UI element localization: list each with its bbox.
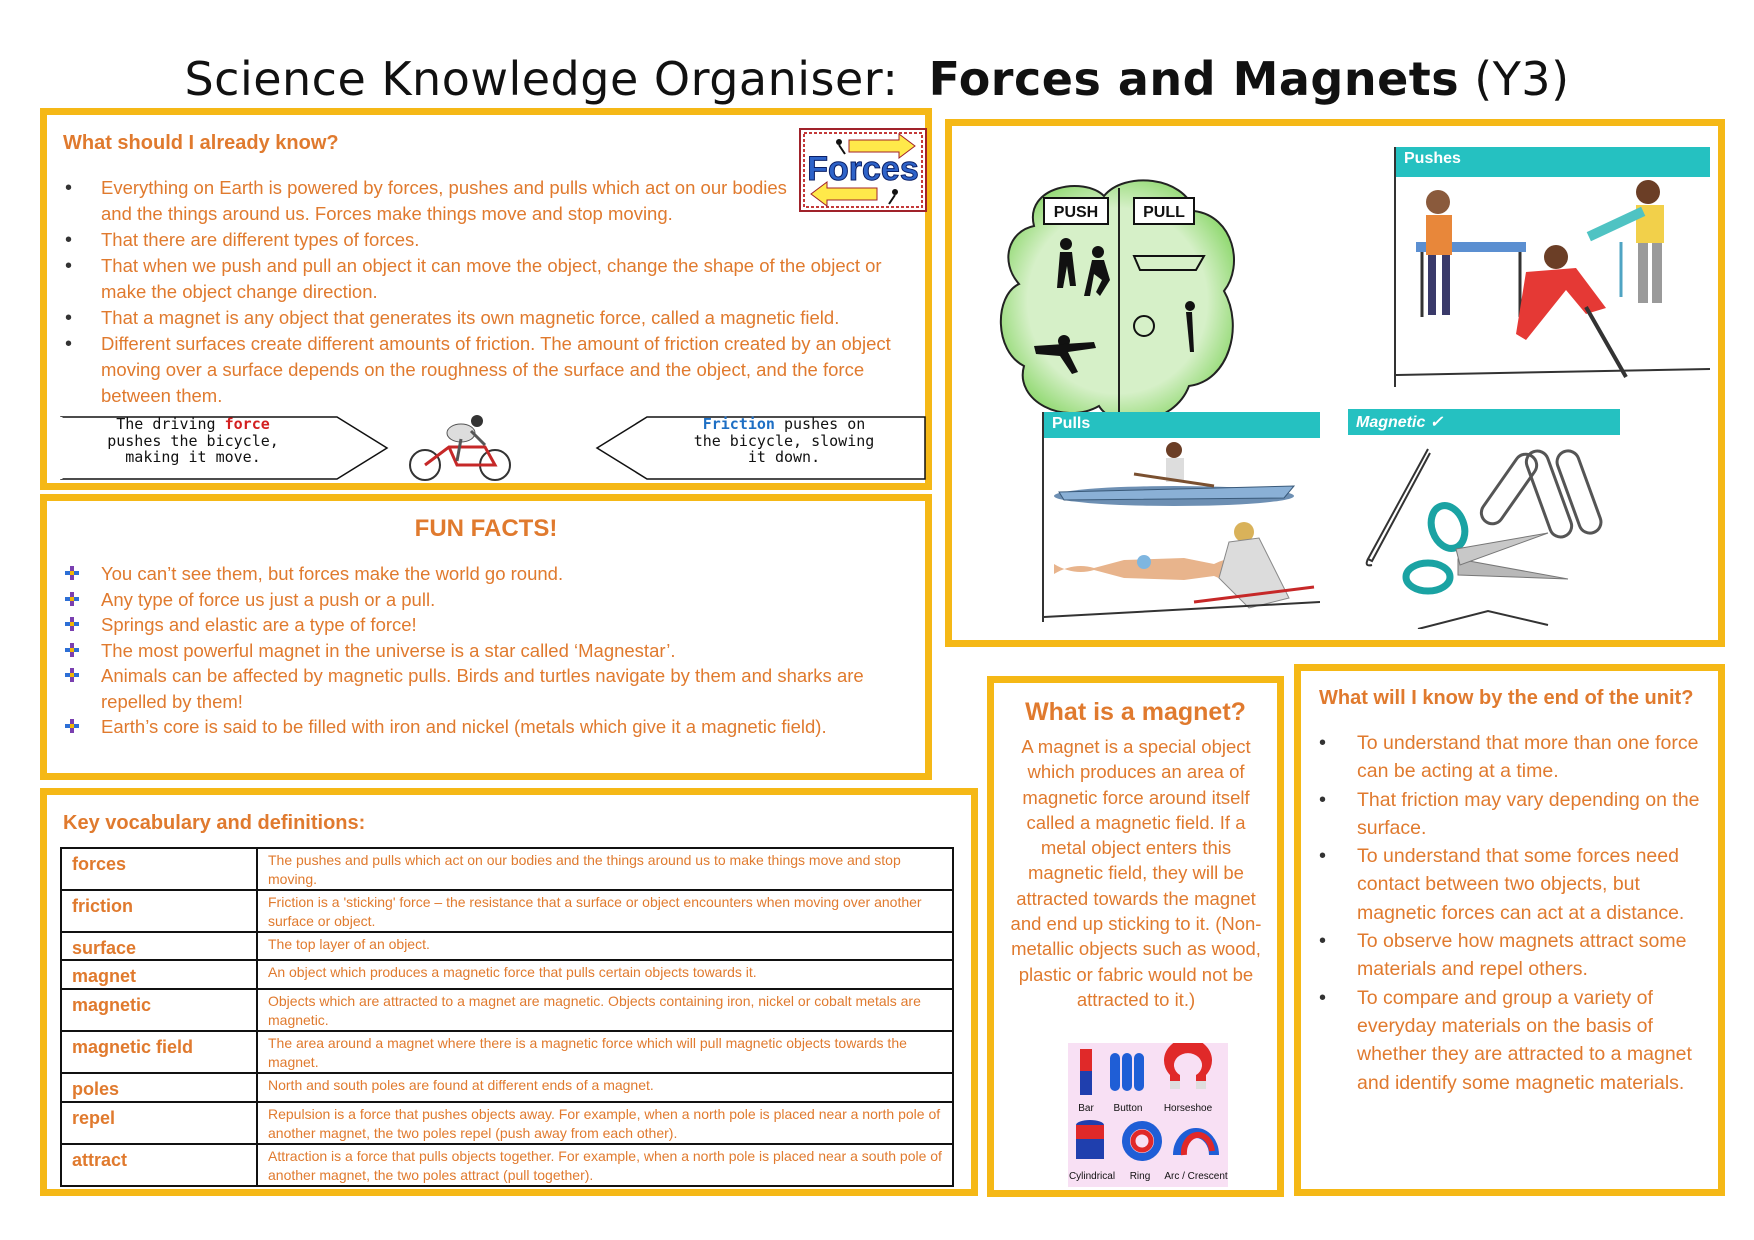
fun-facts-list [65,561,915,740]
bike-right-label: Friction pushes on the bicycle, slowing it down. [693,415,875,466]
magnetic-panel [1348,409,1620,629]
magnet-types-image [1068,1043,1228,1187]
vocab-table [60,847,954,1187]
push-label: PUSH [1053,204,1099,221]
title-prefix: Science Knowledge Organiser: [184,52,899,106]
table-row: attract Attraction is a force that pulls objects together. For example, when a north pole is placed near a south pole of another magnet, the two poles attract (pull together). [61,1144,953,1186]
forces-logo-text: Forces [807,150,919,188]
bicycle-diagram [57,413,927,483]
table-row: magnetic Objects which are attracted to a magnet are magnetic. Objects containing iron, nickel or cobalt metals are magnetic. [61,989,953,1031]
list-item: Springs and elastic are a type of force! [65,612,915,638]
already-know-list [65,175,793,227]
list-item: Earth’s core is said to be filled with iron and nickel (metals which give it a magnetic field). [65,714,915,740]
magnet-description: A magnet is a special object which produces an area of magnetic force around itself called a magnetic field. If a metal object enters this magnetic field, they will be attracted towards the magnet and end up sticking to it. (Non-metallic objects such as wood, plastic or fabric would not be attracted to it.) [1010,736,1262,1010]
fun-facts-box [40,494,932,780]
check-icon: ✓ [1429,414,1444,431]
magnet-type-label: Arc / Crescent [1164,1171,1228,1182]
pulls-panel [1042,412,1320,622]
table-row: repel Repulsion is a force that pushes objects away. For example, when a north pole is placed near a north pole of another magnet, the two poles repel (push away from each other). [61,1102,953,1144]
magnet-heading: What is a magnet? [1025,698,1246,726]
already-know-list-2 [65,227,915,409]
pull-label: PULL [1143,204,1185,221]
table-row: magnet An object which produces a magnetic force that pulls certain objects towards it. [61,960,953,989]
end-unit-list [1319,729,1709,1097]
list-item: • To observe how magnets attract some materials and repel others. [1319,927,1709,984]
table-row: poles North and south poles are found at different ends of a magnet. [61,1073,953,1102]
already-know-heading: What should I already know? [63,132,339,154]
pushes-panel [1394,147,1710,387]
what-is-magnet-box [987,676,1284,1197]
pictures-box [945,119,1725,647]
list-item: • To understand that more than one force can be acting at a time. [1319,729,1709,786]
list-item: Any type of force us just a push or a pull. [65,587,915,613]
magnet-type-label: Cylindrical [1068,1171,1116,1182]
vocab-heading: Key vocabulary and definitions: [63,812,366,834]
list-item: • Different surfaces create different amounts of friction. The amount of friction created by an object moving over a surface depends on the roughness of the surface and the object, and the force between them. [65,331,915,409]
list-item: • To understand that some forces need contact between two objects, but magnetic forces can act at a distance. [1319,842,1709,927]
list-item: • That a magnet is any object that generates its own magnetic force, called a magnetic field. [65,305,915,331]
list-item: • Everything on Earth is powered by forces, pushes and pulls which act on our bodies and the things around us. Forces make things move and stop moving. [65,175,791,227]
list-item: • That when we push and pull an object it can move the object, change the shape of the object or make the object change direction. [65,253,915,305]
pulls-label: Pulls [1044,412,1320,438]
table-row: forces The pushes and pulls which act on our bodies and the things around us to make things move and stop moving. [61,848,953,890]
table-row: magnetic field The area around a magnet where there is a magnetic force which will pull magnetic objects towards the magnet. [61,1031,953,1073]
forces-logo [799,128,927,212]
list-item: • That there are different types of forces. [65,227,915,253]
list-item: • To compare and group a variety of everyday materials on the basis of whether they are attracted to a magnet and identify some magnetic materials. [1319,984,1709,1097]
table-row: friction Friction is a 'sticking' force – the resistance that a surface or object encounters when moving over another surface or object. [61,890,953,932]
list-item: You can’t see them, but forces make the world go round. [65,561,915,587]
push-pull-cloud [994,166,1244,436]
magnet-type-label: Horseshoe [1163,1103,1213,1114]
magnet-type-label: Bar [1078,1103,1094,1114]
table-row: surface The top layer of an object. [61,932,953,960]
end-unit-heading: What will I know by the end of the unit? [1319,687,1694,709]
pushes-label: Pushes [1396,147,1710,177]
list-item: Animals can be affected by magnetic pulls. Birds and turtles navigate by them and sharks are repelled by them! [65,663,915,714]
magnetic-label: Magnetic ✓ [1348,409,1620,435]
title-bold: Forces and Magnets [928,52,1460,106]
list-item: The most powerful magnet in the universe is a star called ‘Magnestar’. [65,638,915,664]
vocab-box [40,788,978,1196]
magnet-type-label: Ring [1129,1171,1151,1182]
end-unit-box [1294,664,1725,1196]
page-title [0,52,1754,106]
fun-facts-heading: FUN FACTS! [414,515,558,542]
title-suffix: (Y3) [1474,52,1570,106]
already-know-box [40,108,932,490]
magnet-type-label: Button [1113,1103,1143,1114]
list-item: • That friction may vary depending on the surface. [1319,786,1709,843]
bike-left-label: The driving force pushes the bicycle, making it move. [107,415,279,466]
